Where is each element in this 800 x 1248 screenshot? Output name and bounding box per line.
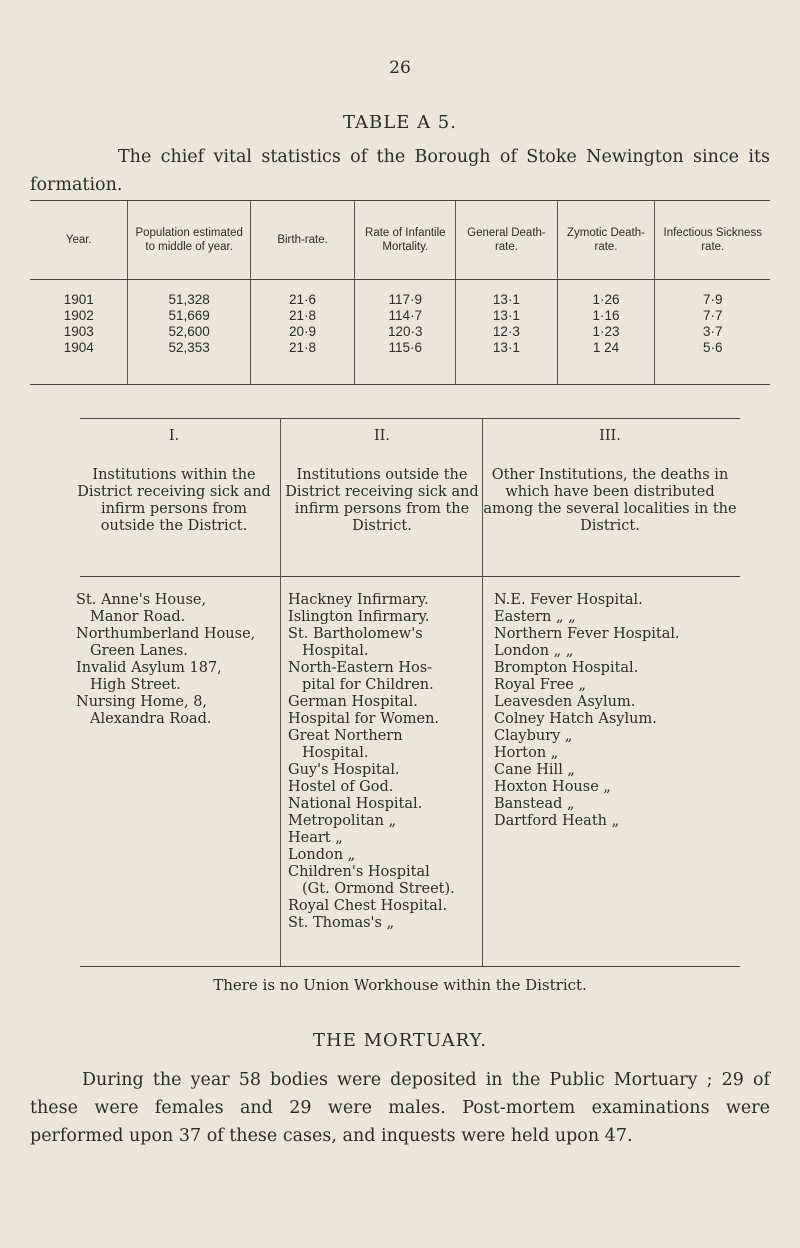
list-item: Heart „ bbox=[288, 830, 343, 846]
column-3-heading bbox=[482, 428, 738, 535]
cell: 7·7 bbox=[655, 308, 770, 324]
cell: 13·1 bbox=[456, 292, 557, 308]
cell: 1·16 bbox=[557, 308, 655, 324]
list-item: North-Eastern Hos- bbox=[288, 660, 433, 676]
intro-paragraph: The chief vital statistics of the Borough of Stoke Newington since its formation. bbox=[30, 147, 770, 195]
cell: 21·8 bbox=[250, 340, 354, 385]
header-infectious-sickness-rate: Infectious Sickness rate. bbox=[655, 201, 770, 280]
column-2-list bbox=[288, 592, 478, 932]
institutions-table bbox=[76, 418, 740, 968]
list-item: St. Bartholomew's bbox=[288, 626, 423, 642]
cell: 120·3 bbox=[355, 324, 456, 340]
list-item: Leavesden Asylum. bbox=[494, 694, 636, 710]
list-item: Claybury „ bbox=[494, 728, 573, 744]
cell: 1901 bbox=[63, 292, 94, 307]
table-row bbox=[30, 308, 770, 324]
list-item: Eastern „ „ bbox=[494, 609, 576, 625]
cell: 52,353 bbox=[128, 340, 250, 385]
list-item: London „ bbox=[288, 847, 356, 863]
cell: 1902 bbox=[63, 308, 94, 323]
list-item: St. Thomas's „ bbox=[288, 915, 395, 931]
cell: 5·6 bbox=[655, 340, 770, 385]
list-item: Northern Fever Hospital. bbox=[494, 626, 680, 642]
cell: 1·26 bbox=[557, 292, 655, 308]
list-item: St. Anne's House, bbox=[76, 592, 207, 608]
cell: 13·1 bbox=[456, 308, 557, 324]
header-birth-rate: Birth-rate. bbox=[250, 201, 354, 280]
cell: 7·9 bbox=[655, 292, 770, 308]
list-item: Hackney Infirmary. bbox=[288, 592, 429, 608]
list-item: Nursing Home, 8, bbox=[76, 694, 208, 710]
table-row bbox=[30, 324, 770, 340]
column-3-numeral: III. bbox=[599, 428, 621, 444]
list-item: Hospital for Women. bbox=[288, 711, 440, 727]
cell: 52,600 bbox=[128, 324, 250, 340]
list-item: Hospital. bbox=[302, 643, 369, 659]
header-zymotic-death-rate: Zymotic Death-rate. bbox=[557, 201, 655, 280]
list-item: Alexandra Road. bbox=[90, 711, 212, 727]
mortuary-heading: THE MORTUARY. bbox=[313, 1030, 487, 1051]
cell: 51,328 bbox=[128, 292, 250, 308]
list-item: Children's Hospital bbox=[288, 864, 430, 880]
list-item: Banstead „ bbox=[494, 796, 575, 812]
list-item: Hostel of God. bbox=[288, 779, 394, 795]
cell: 1·23 bbox=[557, 324, 655, 340]
list-item: German Hospital. bbox=[288, 694, 418, 710]
list-item: Cane Hill „ bbox=[494, 762, 575, 778]
list-item: Colney Hatch Asylum. bbox=[494, 711, 657, 727]
table-row bbox=[30, 340, 770, 385]
list-item: National Hospital. bbox=[288, 796, 423, 812]
list-item: Invalid Asylum 187, bbox=[76, 660, 222, 676]
table-row bbox=[30, 292, 770, 308]
rule bbox=[80, 576, 740, 577]
list-item: Manor Road. bbox=[90, 609, 186, 625]
cell: 21·6 bbox=[250, 292, 354, 308]
column-2-heading-text: Institutions outside the District receiving sick and infirm persons from the District. bbox=[285, 467, 479, 534]
list-item: Hoxton House „ bbox=[494, 779, 611, 795]
list-item: Horton „ bbox=[494, 745, 559, 761]
list-item: Islington Infirmary. bbox=[288, 609, 430, 625]
list-item: Metropolitan „ bbox=[288, 813, 397, 829]
header-general-death-rate: General Death-rate. bbox=[456, 201, 557, 280]
column-3-list bbox=[494, 592, 734, 830]
list-item: pital for Children. bbox=[302, 677, 434, 693]
list-item: Royal Chest Hospital. bbox=[288, 898, 448, 914]
table-header-row bbox=[30, 201, 770, 280]
rule bbox=[80, 966, 740, 967]
list-item: Green Lanes. bbox=[90, 643, 188, 659]
column-1-numeral: I. bbox=[168, 428, 180, 444]
cell: 3·7 bbox=[655, 324, 770, 340]
mortuary-paragraph: During the year 58 bodies were deposited in the Public Mortuary ; 29 of these were females and 29 were males. Post-mortem examinations were performed upon 37 of these cases, and inquests were held upon 47. bbox=[30, 1070, 770, 1146]
cell: 21·8 bbox=[250, 308, 354, 324]
cell: 1 24 bbox=[557, 340, 655, 385]
column-2-heading bbox=[280, 428, 484, 535]
cell: 1903 bbox=[63, 324, 94, 339]
list-item: Dartford Heath „ bbox=[494, 813, 620, 829]
cell: 117·9 bbox=[355, 292, 456, 308]
table-title: TABLE A 5. bbox=[343, 112, 457, 133]
list-item: Hospital. bbox=[302, 745, 369, 761]
list-item: Guy's Hospital. bbox=[288, 762, 400, 778]
header-year: Year. bbox=[30, 201, 128, 280]
header-infantile-mortality: Rate of Infantile Mortality. bbox=[355, 201, 456, 280]
list-item: N.E. Fever Hospital. bbox=[494, 592, 643, 608]
cell: 20·9 bbox=[250, 324, 354, 340]
column-1-heading-text: Institutions within the District receiving sick and infirm persons from outside the District. bbox=[77, 467, 271, 534]
vital-statistics-table bbox=[30, 200, 770, 385]
column-2-numeral: II. bbox=[373, 428, 391, 444]
cell: 115·6 bbox=[355, 340, 456, 385]
header-population: Population estimated to middle of year. bbox=[128, 201, 250, 280]
cell: 114·7 bbox=[355, 308, 456, 324]
list-item: Royal Free „ bbox=[494, 677, 587, 693]
list-item: Northumberland House, bbox=[76, 626, 256, 642]
page-number: 26 bbox=[389, 58, 411, 78]
cell: 12·3 bbox=[456, 324, 557, 340]
column-1-list bbox=[76, 592, 272, 728]
cell: 1904 bbox=[30, 340, 128, 385]
workhouse-note: There is no Union Workhouse within the District. bbox=[213, 976, 587, 994]
list-item: Brompton Hospital. bbox=[494, 660, 639, 676]
list-item: Great Northern bbox=[288, 728, 403, 744]
list-item: High Street. bbox=[90, 677, 181, 693]
list-item: London „ „ bbox=[494, 643, 574, 659]
list-item: (Gt. Ormond Street). bbox=[302, 881, 455, 897]
column-3-heading-text: Other Institutions, the deaths in which have been distributed among the several localities in the District. bbox=[483, 467, 737, 534]
cell: 13·1 bbox=[456, 340, 557, 385]
column-1-heading bbox=[72, 428, 276, 535]
cell: 51,669 bbox=[128, 308, 250, 324]
rule bbox=[80, 418, 740, 419]
